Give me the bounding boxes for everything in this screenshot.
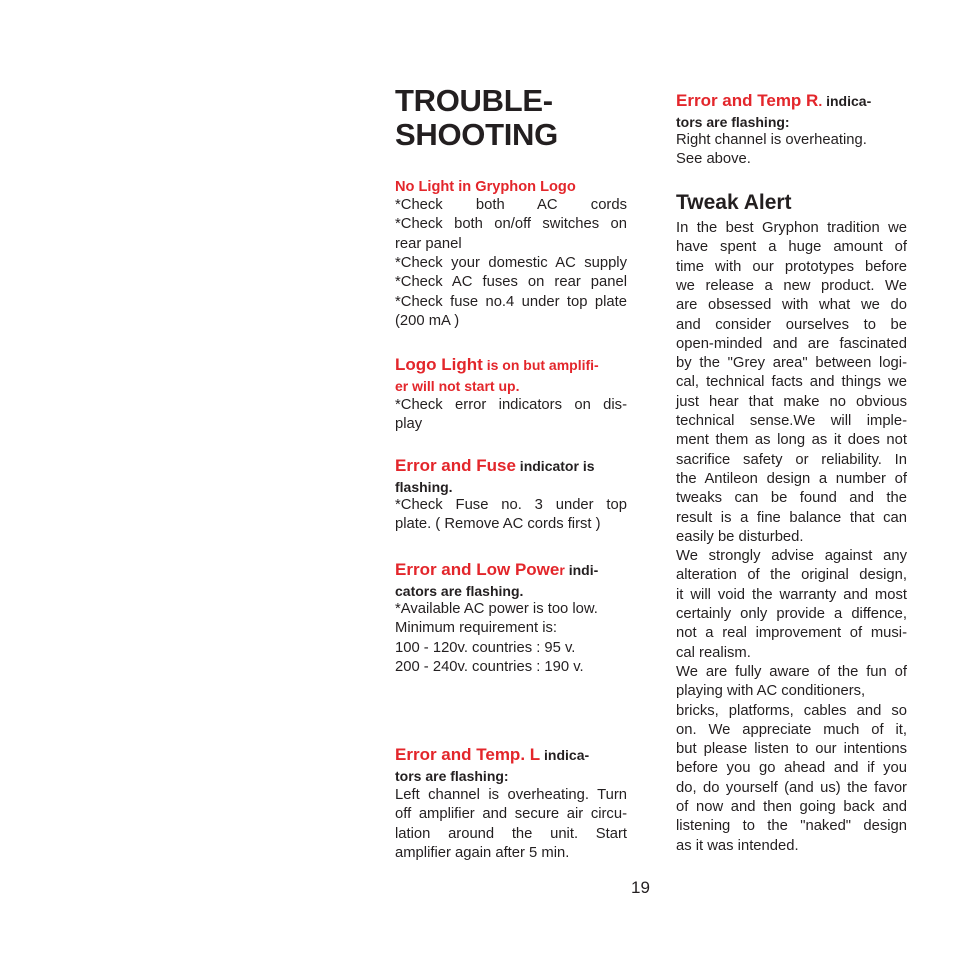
body-line: (200 mA ) <box>395 312 460 329</box>
body-line: but please listen to our intentions <box>676 741 907 758</box>
page-number: 19 <box>631 878 650 897</box>
section-heading-red: Error and Low Powe <box>395 560 560 579</box>
body-line: do, do yourself (and us) the favor <box>676 779 907 796</box>
section-heading <box>395 559 598 582</box>
body-line: on. We appreciate much of it, <box>676 721 907 738</box>
body-line: 100 - 120v. countries : 95 v. <box>395 639 576 656</box>
body-line: not a real improvement of musi- <box>676 625 907 642</box>
section-heading-red: Error and Temp. L <box>395 745 541 764</box>
body-line: We strongly advise against any <box>676 548 907 565</box>
body-line: just hear that make no obvious <box>676 393 907 410</box>
body-line: easily be disturbed. <box>676 528 804 545</box>
section-heading-cont: cators are flashing. <box>395 583 524 599</box>
body-line: 200 - 240v. countries : 190 v. <box>395 658 584 675</box>
section-heading-red-tail: r <box>559 562 565 578</box>
body-line: we release a new product. We <box>676 277 907 294</box>
body-line: ment them as long as it does not <box>676 432 907 449</box>
section-heading <box>676 90 871 113</box>
section-heading-cont: tors are flashing: <box>676 114 790 130</box>
body-line: before you go ahead and if you <box>676 760 907 777</box>
body-line: playing with AC conditioners, <box>676 683 866 700</box>
body-line: *Check AC fuses on rear panel <box>395 274 627 291</box>
title-line-1: TROUBLE- <box>395 83 553 118</box>
body-line: by the "Grey area" between logi- <box>676 355 907 372</box>
section-heading-rest: is on but amplifi- <box>482 357 599 373</box>
body-line: are obsessed with what we do <box>676 297 907 314</box>
section-heading-rest: indica- <box>540 747 590 763</box>
body-line: alteration of the original design, <box>676 567 907 584</box>
body-line: amplifier again after 5 min. <box>395 844 570 861</box>
section-heading-rest: indica- <box>822 93 872 109</box>
body-line: open-minded and are fascinated <box>676 335 907 352</box>
body-line: See above. <box>676 151 751 168</box>
body-line: it will void the warranty and most <box>676 586 907 603</box>
body-line: sacrifice safety or reliability. In <box>676 451 907 468</box>
body-line: *Available AC power is too low. <box>395 601 598 617</box>
body-line: *Check Fuse no. 3 under top <box>395 497 627 513</box>
body-line: *Check both on/off switches on <box>395 216 627 233</box>
body-line: cal realism. <box>676 644 751 661</box>
body-line: *Check your domestic AC supply <box>395 254 627 271</box>
body-line: and consider ourselves to be <box>676 316 907 333</box>
body-line: We are fully aware of the fun of <box>676 663 907 680</box>
section-heading-red-tail: . <box>818 93 823 109</box>
body-line: off amplifier and secure air circu- <box>395 806 627 823</box>
tweak-alert-heading: Tweak Alert <box>676 191 792 214</box>
body-line: rear panel <box>395 235 462 252</box>
body-line: have spent a huge amount of <box>676 239 907 256</box>
body-line: certainly only provide a diffence, <box>676 606 907 622</box>
section-heading-rest: indi- <box>564 562 599 578</box>
body-line: Minimum requirement is: <box>395 620 557 637</box>
body-line: Right channel is overheating. <box>676 132 867 148</box>
section-heading-cont: flashing. <box>395 479 453 495</box>
section-heading-red: Logo Light <box>395 355 483 374</box>
body-line: bricks, platforms, cables and so <box>676 702 907 719</box>
body-line: time with our prototypes before <box>676 258 907 275</box>
body-line: of now and then going back and <box>676 799 907 815</box>
title-line-2: SHOOTING <box>395 117 558 152</box>
body-line: lation around the unit. Start <box>395 825 627 842</box>
body-line: *Check both AC cords <box>395 197 627 213</box>
section-heading-red: Error and Fuse <box>395 456 516 475</box>
body-line: In the best Gryphon tradition we <box>676 220 907 236</box>
section-heading <box>395 744 589 767</box>
section-heading-rest: indicator is <box>515 458 595 474</box>
body-line: listening to the "naked" design <box>676 818 907 835</box>
body-line: *Check fuse no.4 under top plate <box>395 293 627 310</box>
body-line: *Check error indicators on dis- <box>395 397 627 413</box>
page-title <box>395 84 558 152</box>
body-line: cal, technical facts and things we <box>676 374 907 391</box>
body-line: play <box>395 416 423 433</box>
body-line: Left channel is overheating. Turn <box>395 787 627 803</box>
section-heading <box>395 455 595 478</box>
body-line: the Antileon design a number of <box>676 470 907 487</box>
section-heading: No Light in Gryphon Logo <box>395 179 576 195</box>
section-heading <box>395 354 599 377</box>
body-line: plate. ( Remove AC cords first ) <box>395 516 601 533</box>
body-line: result is a fine balance that can <box>676 509 907 526</box>
body-line: tweaks can be found and the <box>676 490 907 507</box>
section-heading-red: Error and Temp R <box>676 91 819 110</box>
section-heading-cont: er will not start up. <box>395 378 520 394</box>
body-line: technical sense.We will imple- <box>676 413 907 429</box>
section-heading-cont: tors are flashing: <box>395 768 509 784</box>
body-line: as it was intended. <box>676 837 799 854</box>
